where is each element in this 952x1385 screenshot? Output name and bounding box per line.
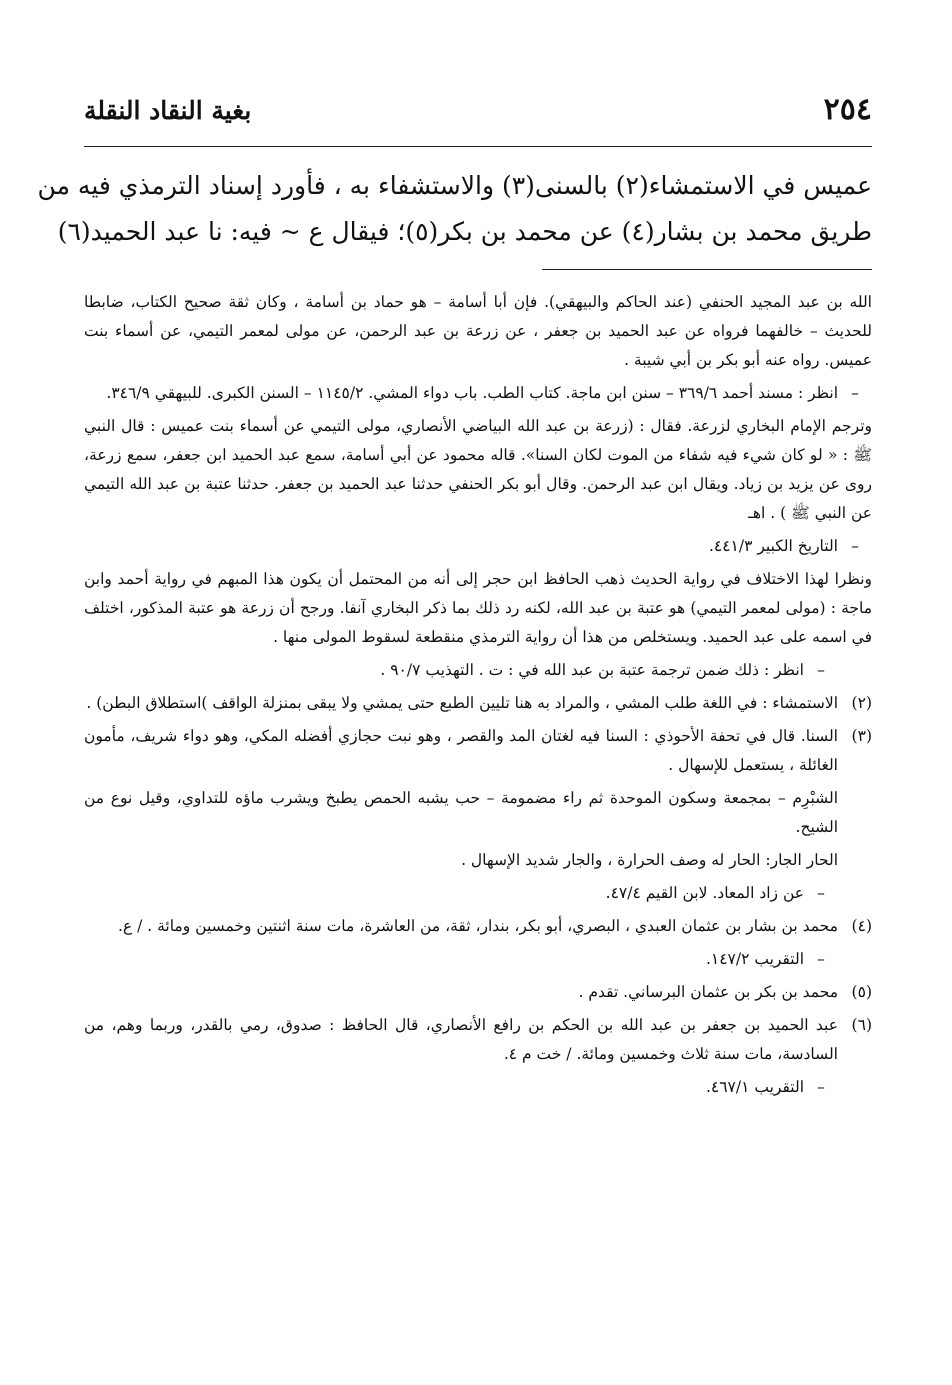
footnote-text: محمد بن بكر بن عثمان البرساني. تقدم .	[578, 983, 838, 1001]
footnote-3	[84, 722, 872, 780]
footnote-text: السنا. قال في تحفة الأحوذي : السنا فيه لغتان المد والقصر ، وهو نبت حجازي أفضله المكي، وهو دواء شريف، مأمون الغائلة ، يستعمل للإسهال .	[84, 727, 838, 774]
footnote-divider	[542, 269, 872, 270]
footnote-2	[84, 689, 872, 718]
footnote-paragraph: الحار الجار: الحار له وصف الحرارة ، والجار شديد الإسهال .	[461, 851, 838, 869]
main-text	[37, 163, 872, 255]
header-divider	[84, 146, 872, 147]
footnote-4	[84, 912, 872, 941]
footnote-paragraph: ونظرا لهذا الاختلاف في رواية الحديث ذهب الحافظ ابن حجر إلى أنه من المحتمل أن يكون هذا المبهم في رواية أحمد وابن ماجة : (مولى لمعمر التيمي) هو عتبة بن عبد الله، لكنه رد ذلك بما ذكر البخاري آنفا. ورجح أن زرعة هو عتبة المذكور، اختلف في اسمه على عبد الحميد. ويستخلص من هذا أن رواية الترمذي منقطعة لسقوط المولى منها .	[84, 570, 872, 646]
footnote-reference-item	[84, 656, 872, 685]
reference-text: التقريب ١٤٧/٢.	[705, 950, 804, 968]
footnote-number: (٣)	[851, 727, 872, 745]
footnote-reference-item	[84, 1073, 872, 1102]
footnote-5	[84, 978, 872, 1007]
reference-text: عن زاد المعاد. لابن القيم ٤٧/٤.	[605, 884, 804, 902]
footnote-text: الاستمشاء : في اللغة طلب المشي ، والمراد به هنا تليين الطبع حتى يمشي ولا يبقى بمنزلة الواقف )استطلاق البطن) .	[86, 694, 838, 712]
footnote-6	[84, 1011, 872, 1069]
footnote-reference-item	[84, 879, 872, 908]
main-line-2: طريق محمد بن بشار(٤) عن محمد بن بكر(٥)؛ فيقال ع ~ فيه: نا عبد الحميد(٦)	[57, 217, 872, 246]
footnote-reference-item	[84, 945, 872, 974]
dash-marker: –	[851, 384, 859, 402]
reference-text: التقريب ٤٦٧/١.	[705, 1078, 804, 1096]
dash-marker: –	[817, 950, 825, 968]
reference-text: انظر : مسند أحمد ٣٦٩/٦ – سنن ابن ماجة. كتاب الطب. باب دواء المشي. ١١٤٥/٢ – السنن الكبرى. للبيهقي ٣٤٦/٩.	[106, 384, 838, 402]
footnote-number: (٤)	[851, 917, 872, 935]
footnote-paragraph: وترجم الإمام البخاري لزرعة. فقال : (زرعة بن عبد الله البياضي الأنصاري، مولى التيمي عن أسماء بنت عميس : قال النبي ﷺ : « لو كان شيء فيه شفاء من الموت لكان السنا». قاله محمود عن أبي أسامة، سمع عبد الحميد ابن جعفر، سمع زرعة، روى عن يزيد بن زياد. ويقال ابن عبد الرحمن. وقال أبو بكر الحنفي حدثنا عبد الحميد بن جعفر. حدثنا عتبة بن عبد الله التيمي عن النبي ﷺ ) . اهـ	[84, 417, 872, 522]
reference-text: التاريخ الكبير ٤٤١/٣.	[708, 537, 838, 555]
dash-marker: –	[817, 884, 825, 902]
dash-marker: –	[817, 661, 825, 679]
footnotes	[84, 288, 872, 1102]
page-header	[84, 92, 872, 144]
footnote-paragraph: الشبْرِم – بمجمعة وسكون الموحدة ثم راء مضمومة – حب يشبه الحمص يطبخ ويشرب ماؤه للتداوي، وقيل نوع من الشيح.	[84, 789, 838, 836]
footnote-text: عبد الحميد بن جعفر بن عبد الله بن الحكم بن رافع الأنصاري، قال الحافظ : صدوق، رمي بالقدر، وربما وهم، من السادسة، مات سنة ثلاث وخمسين ومائة. / خت م ٤.	[84, 1016, 838, 1063]
book-title: بغية النقاد النقلة	[84, 96, 252, 125]
footnote-reference-item	[84, 532, 872, 561]
footnote-continuation: الله بن عبد المجيد الحنفي (عند الحاكم والبيهقي). فإن أبا أسامة – هو حماد بن أسامة ، وكان ثقة صحيح الكتاب، ضابطا للحديث – خالفهما فرواه عن عبد الحميد بن جعفر ، عن زرعة بن عبد الرحمن، عن مولى لمعمر التيمي، عن أسماء بنت عميس. رواه عنه أبو بكر بن أبي شيبة .	[84, 293, 872, 369]
dash-marker: –	[851, 537, 859, 555]
main-line-1: عميس في الاستمشاء(٢) بالسنى(٣) والاستشفاء به ، فأورد إسناد الترمذي فيه من	[37, 171, 872, 200]
page-number: ٢٥٤	[823, 92, 872, 127]
footnote-number: (٥)	[851, 983, 872, 1001]
footnote-number: (٦)	[851, 1016, 872, 1034]
footnote-text: محمد بن بشار بن عثمان العبدي ، البصري، أبو بكر، بندار، ثقة، من العاشرة، مات سنة اثنتين وخمسين ومائة . / ع.	[117, 917, 838, 935]
reference-text: انظر : ذلك ضمن ترجمة عتبة بن عبد الله في : ت . التهذيب ٩٠/٧ .	[380, 661, 804, 679]
footnote-number: (٢)	[851, 694, 872, 712]
dash-marker: –	[817, 1078, 825, 1096]
footnote-reference-item	[84, 379, 872, 408]
